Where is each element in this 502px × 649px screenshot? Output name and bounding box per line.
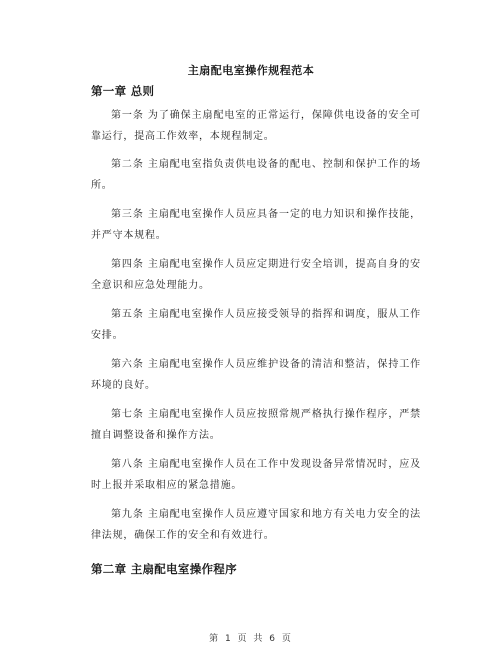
article-7: 第七条 主扇配电室操作人员应按照常规严格执行操作程序，严禁擅自调整设备和操作方法。 [91,409,421,441]
article-6: 第六条 主扇配电室操作人员应维护设备的清洁和整洁，保持工作环境的良好。 [91,359,421,391]
chapter-2-heading: 第二章 主扇配电室操作程序 [91,562,237,576]
article-1: 第一条 为了确保主扇配电室的正常运行，保障供电设备的安全可靠运行，提高工作效率，本规程制定。 [91,110,421,142]
page-footer: 第 1 页 共 6 页 [209,634,293,644]
article-5: 第五条 主扇配电室操作人员应接受领导的指挥和调度，服从工作安排。 [91,309,421,341]
article-4: 第四条 主扇配电室操作人员应定期进行安全培训，提高自身的安全意识和应急处理能力。 [91,259,421,291]
article-8: 第八条 主扇配电室操作人员在工作中发现设备异常情况时，应及时上报并采取相应的紧急措施。 [91,459,421,491]
document-title: 主扇配电室操作规程范本 [187,64,315,77]
article-9: 第九条 主扇配电室操作人员应遵守国家和地方有关电力安全的法律法规，确保工作的安全和有效进行。 [91,509,421,541]
chapter-1-heading: 第一章 总则 [91,84,155,98]
article-2: 第二条 主扇配电室指负责供电设备的配电、控制和保护工作的场所。 [91,159,421,191]
article-3: 第三条 主扇配电室操作人员应具备一定的电力知识和操作技能，并严守本规程。 [91,209,421,241]
